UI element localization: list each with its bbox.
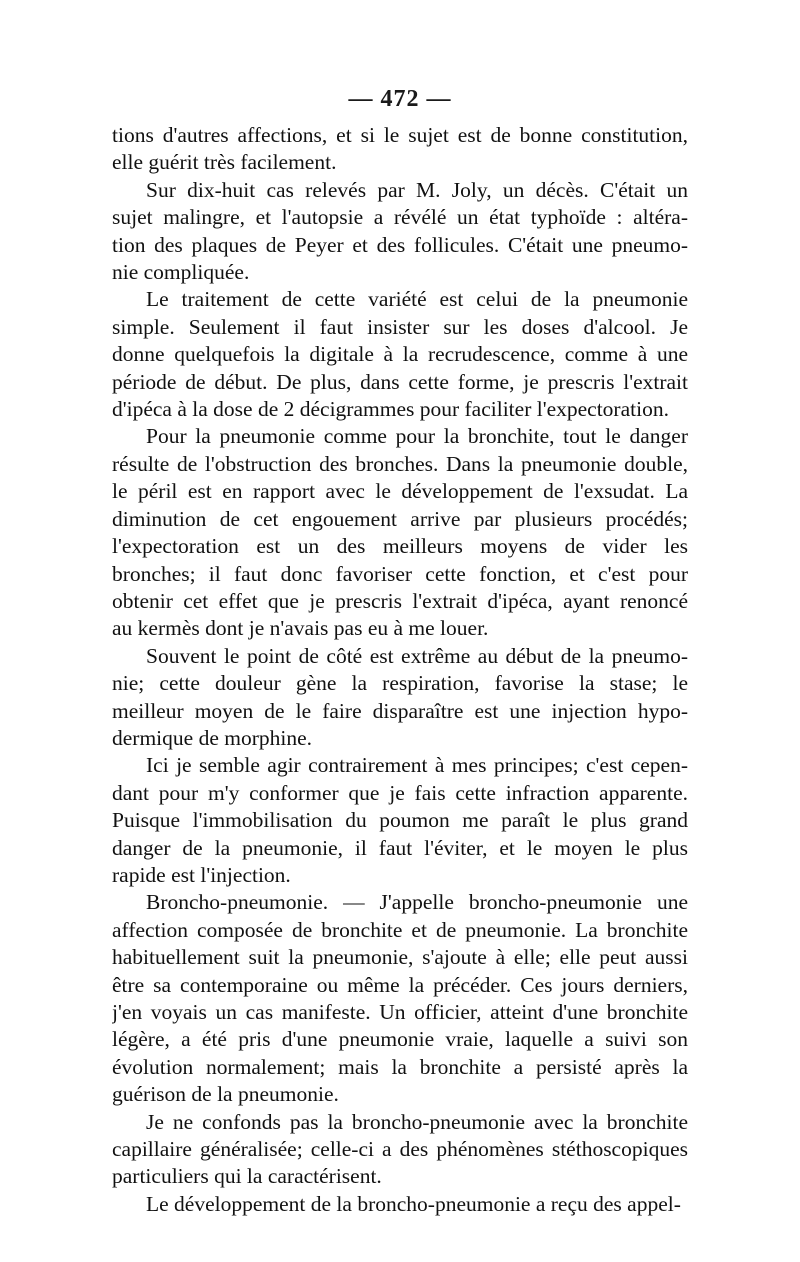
text-line: évolution normalement; mais la bronchite a persisté après la: [112, 1054, 688, 1079]
text-line: tions d'autres affections, et si le sujet est de bonne constitution,: [112, 123, 688, 147]
text-line: Le traitement de cette variété est celui de la pneumonie: [146, 287, 688, 312]
text-line: diminution de cet engouement arrive par plusieurs procédés;: [112, 506, 688, 531]
text-line: capillaire généralisée; celle-ci a des phénomènes stéthoscopiques: [112, 1137, 688, 1162]
text-line: rapide est l'injection.: [112, 862, 291, 887]
text-line: résulte de l'obstruction des bronches. Dans la pneumonie double,: [112, 451, 688, 476]
text-line: simple. Seulement il faut insister sur les doses d'alcool. Je: [112, 314, 688, 339]
text-line: elle guérit très facilement.: [112, 150, 337, 175]
text-line: guérison de la pneumonie.: [112, 1082, 339, 1107]
text-line: Ici je semble agir contrairement à mes principes; c'est cepen-: [146, 753, 688, 778]
text-line: Sur dix-huit cas relevés par M. Joly, un décès. C'était un: [146, 177, 688, 202]
text-line: meilleur moyen de le faire disparaître est une injection hypo-: [112, 698, 688, 723]
text-line: légère, a été pris d'une pneumonie vraie, laquelle a suivi son: [112, 1027, 688, 1052]
text-line: être sa contemporaine ou même la précéder. Ces jours derniers,: [112, 972, 688, 997]
text-line: Puisque l'immobilisation du poumon me paraît le plus grand: [112, 808, 688, 833]
paragraph: [112, 1191, 688, 1218]
text-line: tion des plaques de Peyer et des follicules. C'était une pneumo-: [112, 232, 688, 257]
text-line: au kermès dont je n'avais pas eu à me louer.: [112, 616, 489, 641]
paragraph: [112, 423, 688, 642]
text-line: nie compliquée.: [112, 260, 250, 285]
text-line: Le développement de la broncho-pneumonie a reçu des appel-: [146, 1191, 681, 1216]
text-line: j'en voyais un cas manifeste. Un officier, atteint d'une bronchite: [112, 1000, 688, 1024]
text-line: dermique de morphine.: [112, 725, 313, 750]
text-line: le péril est en rapport avec le développement de l'exsudat. La: [112, 479, 688, 504]
paragraph: [112, 1109, 688, 1191]
text-line: l'expectoration est un des meilleurs moyens de vider les: [112, 534, 688, 559]
text-line: donne quelquefois la digitale à la recrudescence, comme à une: [112, 342, 688, 367]
text-line: dant pour m'y conformer que je fais cette infraction apparente.: [112, 780, 688, 805]
text-line: Souvent le point de côté est extrême au début de la pneumo-: [146, 643, 688, 668]
text-line: d'ipéca à la dose de 2 décigrammes pour faciliter l'expectoration.: [112, 397, 669, 422]
text-line: danger de la pneumonie, il faut l'éviter, et le moyen le plus: [112, 835, 688, 860]
paragraph: [112, 889, 688, 1108]
text-line: Pour la pneumonie comme pour la bronchite, tout le danger: [146, 424, 688, 449]
paragraph: [112, 643, 688, 753]
text-line: Broncho-pneumonie. — J'appelle broncho-pneumonie une: [146, 890, 688, 915]
paragraph: [112, 286, 688, 423]
paragraph: [112, 752, 688, 889]
paragraph: [112, 177, 688, 287]
text-line: Je ne confonds pas la broncho-pneumonie avec la bronchite: [146, 1109, 688, 1134]
text-line: bronches; il faut donc favoriser cette fonction, et c'est pour: [112, 561, 688, 586]
paragraph: [112, 122, 688, 177]
text-line: obtenir cet effet que je prescris l'extrait d'ipéca, ayant renoncé: [112, 588, 688, 613]
text-line: particuliers qui la caractérisent.: [112, 1164, 382, 1189]
text-line: nie; cette douleur gène la respiration, favorise la stase; le: [112, 671, 688, 696]
page-number: — 472 —: [348, 86, 452, 112]
text-line: période de début. De plus, dans cette forme, je prescris l'extrait: [112, 369, 688, 394]
text-line: affection composée de bronchite et de pneumonie. La bronchite: [112, 917, 688, 942]
text-line: habituellement suit la pneumonie, s'ajoute à elle; elle peut aussi: [112, 945, 688, 970]
body-text: [112, 122, 688, 1218]
text-line: sujet malingre, et l'autopsie a révélé un état typhoïde : altéra-: [112, 205, 688, 230]
